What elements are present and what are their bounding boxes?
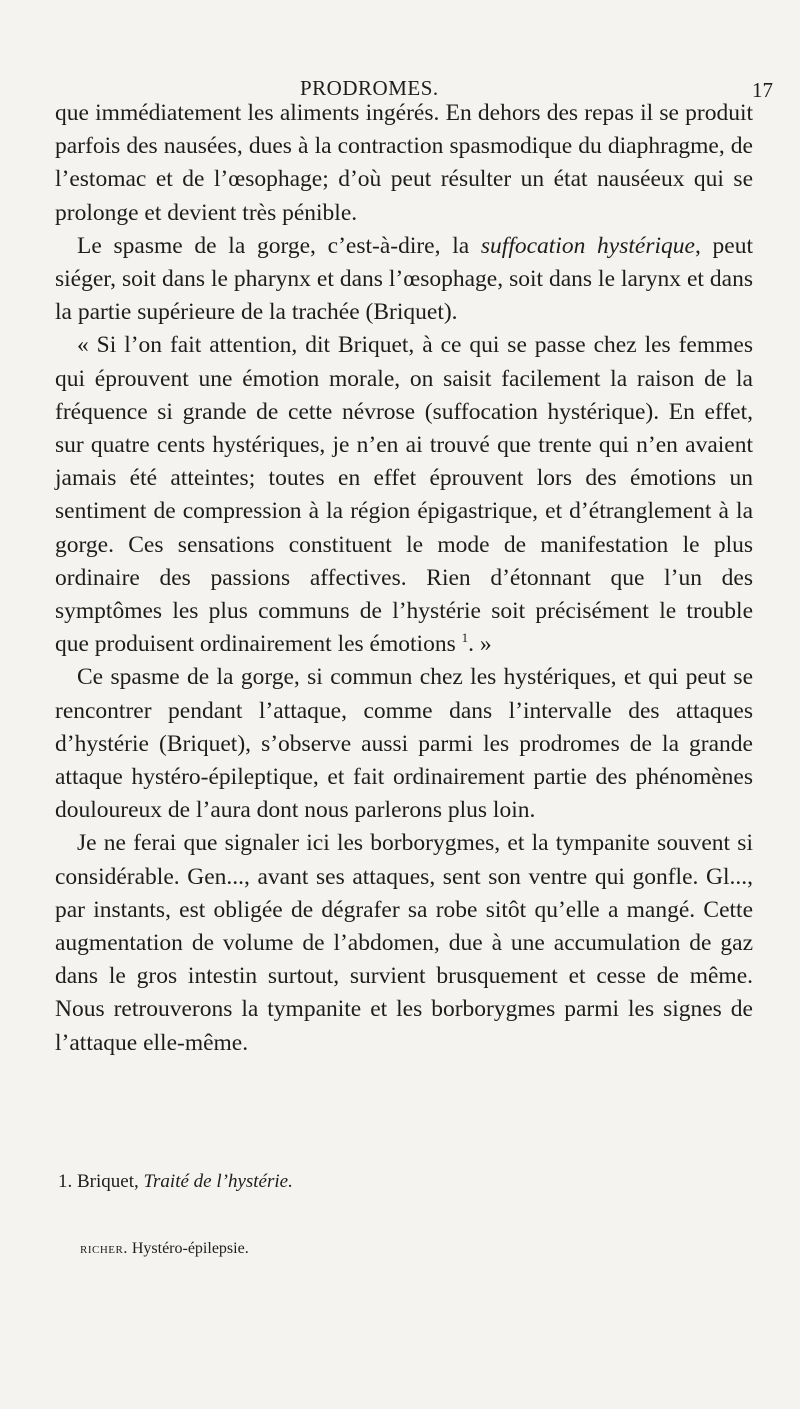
paragraph-5: Je ne ferai que signaler ici les borborygmes, et la tympanite souvent si considérable. Gen..., avant ses attaques, sent son ventre qui gonfle. Gl..., par instants, est obligée de dégrafer sa robe sitôt qu’elle a mangé. Cette augmentation de volume de l’abdomen, due à une accumulation de gaz dans le gros intestin surtout, survient brusquement et cesse de même. Nous retrouverons la tympanite et les borborygmes parmi les signes de l’attaque elle-même. <box>55 830 753 1056</box>
paragraph-4: Ce spasme de la gorge, si commun chez les hystériques, et qui peut se rencontrer pendant l’attaque, comme dans l’intervalle des attaques d’hystérie (Briquet), s’observe aussi parmi les prodromes de la grande attaque hystéro-épileptique, et fait ordinairement partie des phénomènes douloureux de l’aura dont nous parlerons plus loin. <box>55 664 753 824</box>
body-text <box>55 97 753 1060</box>
paragraph-2-start: Le spasme de la gorge, c’est-à-dire, la <box>77 232 481 259</box>
quote-close: . » <box>468 631 492 658</box>
paragraph-2 <box>55 230 753 330</box>
signature-author: richer. <box>80 1240 128 1257</box>
footnote <box>58 1171 748 1193</box>
page-number: 17 <box>752 78 773 102</box>
quote-text: « Si l’on fait attention, dit Briquet, à ce qui se passe chez les femmes qui éprouvent une émotion morale, on saisit facilement la raison de la fréquence si grande de cette névrose (suffocation hystérique). En effet, sur quatre cents hystériques, je n’en ai trouvé que trente qui n’en avaient jamais été atteintes; toutes en effet éprouvent lors des émotions un sentiment de compression à la région épigastrique, et d’étranglement à la gorge. Ces sensations constituent le mode de manifestation le plus ordinaire des passions affectives. Rien d’étonnant que l’un des symptômes les plus communs de l’hystérie soit précisément le trouble que produisent ordinairement les émotions <box>55 332 753 658</box>
paragraph-2-italic: suffocation hystérique <box>480 232 695 259</box>
printer-signature <box>80 1240 249 1258</box>
footnote-number: 1. <box>58 1171 73 1192</box>
footnote-title: Traité de l’hystérie. <box>143 1171 293 1192</box>
paragraph-1: que immédiatement les aliments ingérés. En dehors des repas il se produit parfois des nausées, dues à la contraction spasmodique du diaphragme, de l’estomac et de l’œsophage; d’où peut résulter un état nauséeux qui se prolonge et devient très pénible. <box>55 100 753 226</box>
footnote-ref: 1 <box>461 630 469 646</box>
paragraph-3-quote <box>55 329 753 661</box>
running-head: PRODROMES. <box>300 76 439 100</box>
paragraph-2-end: , peut siéger, soit dans le pharynx et dans l’œsophage, soit dans le larynx et dans la partie supérieure de la trachée (Briquet). <box>55 232 754 326</box>
footnote-author: Briquet, <box>77 1171 139 1192</box>
signature-title: Hystéro-épilepsie. <box>131 1240 249 1257</box>
